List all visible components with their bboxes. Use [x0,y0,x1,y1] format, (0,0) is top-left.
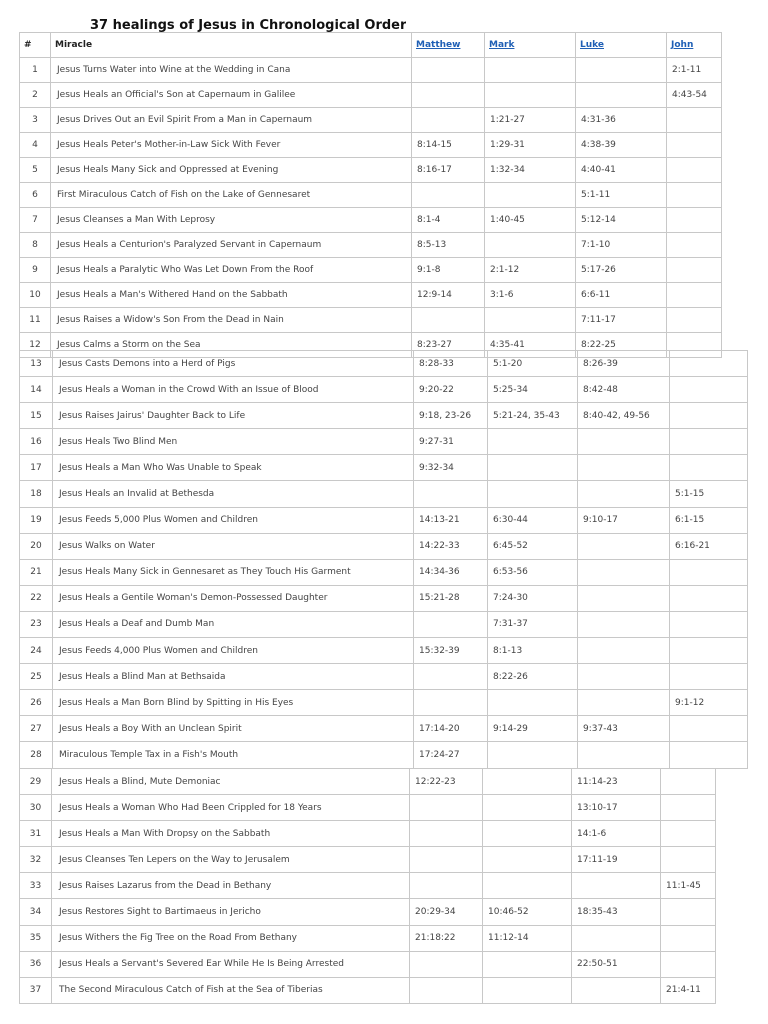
luke-reference: 5:17-26 [576,258,667,283]
matthew-reference: 8:5-13 [412,233,485,258]
matthew-reference [412,83,485,108]
row-number: 29 [20,769,52,795]
miracle-name: Jesus Raises Lazarus from the Dead in Bethany [52,873,410,899]
miracle-name: Jesus Heals a Man Born Blind by Spitting in His Eyes [53,690,414,716]
matthew-reference [414,664,488,690]
row-number: 34 [20,899,52,925]
john-reference [670,559,748,585]
table-row [20,429,748,455]
john-reference [670,716,748,742]
mark-reference: 8:1-13 [488,638,578,664]
table-row [20,821,716,847]
miracle-name: Jesus Heals a Man With Dropsy on the Sabbath [52,821,410,847]
row-number: 8 [20,233,51,258]
john-reference [670,429,748,455]
luke-reference [578,429,670,455]
matthew-reference: 9:18, 23-26 [414,403,488,429]
luke-reference: 13:10-17 [572,795,661,821]
table-row [20,83,722,108]
john-reference: 11:1-45 [661,873,716,899]
matthew-reference: 8:28-33 [414,351,488,377]
document-title: 37 healings of Jesus in Chronological Order [90,18,407,32]
luke-reference [578,533,670,559]
luke-reference: 18:35-43 [572,899,661,925]
john-reference [670,377,748,403]
row-number: 17 [20,455,53,481]
matthew-reference: 15:21-28 [414,585,488,611]
mark-reference: 6:30-44 [488,507,578,533]
matthew-reference [414,481,488,507]
mark-reference: 5:1-20 [488,351,578,377]
luke-reference [578,638,670,664]
matthew-reference: 12:9-14 [412,283,485,308]
mark-reference [488,742,578,768]
row-number: 13 [20,351,53,377]
mark-reference: 9:14-29 [488,716,578,742]
mark-reference [488,455,578,481]
john-reference: 6:1-15 [670,507,748,533]
john-reference [670,664,748,690]
table-row [20,977,716,1003]
john-reference [661,847,716,873]
john-reference [667,108,722,133]
john-reference: 9:1-12 [670,690,748,716]
row-number: 36 [20,951,52,977]
miracle-name: Jesus Feeds 4,000 Plus Women and Children [53,638,414,664]
row-number: 21 [20,559,53,585]
miracle-name: Jesus Heals a Man Who Was Unable to Speak [53,455,414,481]
matthew-reference [412,58,485,83]
matthew-reference: 15:32-39 [414,638,488,664]
row-number: 30 [20,795,52,821]
row-number: 31 [20,821,52,847]
row-number: 5 [20,158,51,183]
table-row [20,951,716,977]
miracle-name: Jesus Heals a Gentile Woman's Demon-Possessed Daughter [53,585,414,611]
luke-reference: 8:40-42, 49-56 [578,403,670,429]
matthew-reference: 14:34-36 [414,559,488,585]
row-number: 18 [20,481,53,507]
matthew-reference: 9:20-22 [414,377,488,403]
mark-reference [488,481,578,507]
luke-reference: 4:40-41 [576,158,667,183]
luke-reference: 4:31-36 [576,108,667,133]
john-reference [667,208,722,233]
luke-reference [572,977,661,1003]
luke-reference: 14:1-6 [572,821,661,847]
row-number: 15 [20,403,53,429]
header-luke-link[interactable]: Luke [576,33,667,58]
row-number: 6 [20,183,51,208]
mark-reference: 7:31-37 [488,611,578,637]
luke-reference: 17:11-19 [572,847,661,873]
john-reference [667,133,722,158]
table-row [20,611,748,637]
luke-reference: 5:1-11 [576,183,667,208]
miracle-name: Jesus Heals Peter's Mother-in-Law Sick With Fever [51,133,412,158]
row-number: 33 [20,873,52,899]
luke-reference: 22:50-51 [572,951,661,977]
row-number: 26 [20,690,53,716]
luke-reference: 7:11-17 [576,308,667,333]
miracle-name: Jesus Walks on Water [53,533,414,559]
table-row [20,769,716,795]
mark-reference: 1:40-45 [485,208,576,233]
row-number: 19 [20,507,53,533]
miracles-table-part-1 [19,32,722,358]
mark-reference [485,308,576,333]
miracle-name: First Miraculous Catch of Fish on the Lake of Gennesaret [51,183,412,208]
mark-reference [483,769,572,795]
miracle-name: Jesus Heals a Paralytic Who Was Let Down From the Roof [51,258,412,283]
luke-reference [572,925,661,951]
miracle-name: Jesus Feeds 5,000 Plus Women and Children [53,507,414,533]
matthew-reference [414,690,488,716]
miracle-name: The Second Miraculous Catch of Fish at the Sea of Tiberias [52,977,410,1003]
john-reference [661,951,716,977]
miracle-name: Jesus Drives Out an Evil Spirit From a Man in Capernaum [51,108,412,133]
row-number: 22 [20,585,53,611]
mark-reference [488,690,578,716]
mark-reference [485,183,576,208]
luke-reference [578,690,670,716]
luke-reference [576,83,667,108]
matthew-reference: 8:16-17 [412,158,485,183]
luke-reference: 6:6-11 [576,283,667,308]
john-reference [661,769,716,795]
john-reference [667,158,722,183]
john-reference [670,742,748,768]
row-number: 23 [20,611,53,637]
luke-reference [572,873,661,899]
table-row [20,795,716,821]
luke-reference: 8:26-39 [578,351,670,377]
row-number: 4 [20,133,51,158]
miracle-name: Miraculous Temple Tax in a Fish's Mouth [53,742,414,768]
john-reference [670,455,748,481]
table-row [20,158,722,183]
row-number: 28 [20,742,53,768]
luke-reference [578,664,670,690]
miracle-name: Jesus Heals a Woman in the Crowd With an Issue of Blood [53,377,414,403]
miracles-table-part-2 [19,350,748,769]
matthew-reference: 17:14-20 [414,716,488,742]
table-row [20,108,722,133]
luke-reference: 7:1-10 [576,233,667,258]
luke-reference [578,455,670,481]
miracle-name: Jesus Calms a Storm on the Sea [51,333,412,358]
matthew-reference: 9:27-31 [414,429,488,455]
row-number: 25 [20,664,53,690]
mark-reference [483,821,572,847]
mark-reference: 8:22-26 [488,664,578,690]
john-reference [661,795,716,821]
john-reference [670,638,748,664]
matthew-reference: 21:18:22 [410,925,483,951]
luke-reference: 11:14-23 [572,769,661,795]
luke-reference [578,481,670,507]
john-reference [667,183,722,208]
matthew-reference [410,847,483,873]
matthew-reference: 14:13-21 [414,507,488,533]
matthew-reference [414,611,488,637]
miracle-name: Jesus Heals a Centurion's Paralyzed Servant in Capernaum [51,233,412,258]
matthew-reference: 12:22-23 [410,769,483,795]
john-reference [667,233,722,258]
miracle-name: Jesus Heals a Servant's Severed Ear While He Is Being Arrested [52,951,410,977]
john-reference [667,258,722,283]
mark-reference: 7:24-30 [488,585,578,611]
table-row [20,233,722,258]
matthew-reference: 8:1-4 [412,208,485,233]
miracle-name: Jesus Casts Demons into a Herd of Pigs [53,351,414,377]
table-row [20,559,748,585]
mark-reference: 10:46-52 [483,899,572,925]
john-reference [661,899,716,925]
row-number: 27 [20,716,53,742]
john-reference [661,821,716,847]
john-reference [670,403,748,429]
matthew-reference: 20:29-34 [410,899,483,925]
john-reference: 21:4-11 [661,977,716,1003]
table-row [20,847,716,873]
matthew-reference [412,108,485,133]
matthew-reference [410,873,483,899]
table-row [20,925,716,951]
row-number: 37 [20,977,52,1003]
matthew-reference: 9:32-34 [414,455,488,481]
mark-reference: 11:12-14 [483,925,572,951]
mark-reference: 6:53-56 [488,559,578,585]
mark-reference [483,795,572,821]
row-number: 10 [20,283,51,308]
luke-reference: 8:22-25 [576,333,667,358]
miracle-name: Jesus Restores Sight to Bartimaeus in Jericho [52,899,410,925]
luke-reference [578,559,670,585]
row-number: 35 [20,925,52,951]
table-row [20,455,748,481]
table-header-row [20,33,722,58]
matthew-reference [410,821,483,847]
header-matthew-link[interactable]: Matthew [412,33,485,58]
miracle-name: Jesus Withers the Fig Tree on the Road From Bethany [52,925,410,951]
row-number: 2 [20,83,51,108]
mark-reference: 5:25-34 [488,377,578,403]
mark-reference: 4:35-41 [485,333,576,358]
mark-reference: 5:21-24, 35-43 [488,403,578,429]
table-row [20,283,722,308]
row-number: 1 [20,58,51,83]
miracle-name: Jesus Heals Two Blind Men [53,429,414,455]
row-number: 20 [20,533,53,559]
table-row [20,258,722,283]
miracle-name: Jesus Heals a Deaf and Dumb Man [53,611,414,637]
table-row [20,742,748,768]
miracle-name: Jesus Cleanses a Man With Leprosy [51,208,412,233]
matthew-reference [412,183,485,208]
mark-reference [488,429,578,455]
matthew-reference: 17:24-27 [414,742,488,768]
mark-reference: 6:45-52 [488,533,578,559]
table-row [20,308,722,333]
header-john-link[interactable]: John [667,33,722,58]
luke-reference [578,611,670,637]
mark-reference [485,233,576,258]
luke-reference: 5:12-14 [576,208,667,233]
john-reference [670,351,748,377]
matthew-reference: 8:23-27 [412,333,485,358]
miracle-name: Jesus Heals a Woman Who Had Been Crippled for 18 Years [52,795,410,821]
miracle-name: Jesus Heals Many Sick and Oppressed at Evening [51,158,412,183]
mark-reference: 3:1-6 [485,283,576,308]
table-row [20,403,748,429]
table-row [20,507,748,533]
table-row [20,638,748,664]
miracle-name: Jesus Raises Jairus' Daughter Back to Life [53,403,414,429]
table-row [20,533,748,559]
mark-reference [483,977,572,1003]
mark-reference [485,58,576,83]
table-row [20,208,722,233]
mark-reference: 1:21-27 [485,108,576,133]
luke-reference [576,58,667,83]
table-row [20,377,748,403]
miracle-name: Jesus Raises a Widow's Son From the Dead in Nain [51,308,412,333]
header-miracle: Miracle [51,33,412,58]
miracle-name: Jesus Cleanses Ten Lepers on the Way to Jerusalem [52,847,410,873]
matthew-reference: 9:1-8 [412,258,485,283]
mark-reference [483,873,572,899]
miracle-name: Jesus Heals Many Sick in Gennesaret as They Touch His Garment [53,559,414,585]
miracle-name: Jesus Heals a Man's Withered Hand on the Sabbath [51,283,412,308]
table-row [20,899,716,925]
table-row [20,351,748,377]
table-row [20,690,748,716]
john-reference [670,585,748,611]
miracles-table-part-3 [19,768,716,1004]
row-number: 32 [20,847,52,873]
table-row [20,664,748,690]
header-mark-link[interactable]: Mark [485,33,576,58]
row-number: 3 [20,108,51,133]
matthew-reference [412,308,485,333]
table-row [20,133,722,158]
table-row [20,873,716,899]
table-row [20,58,722,83]
miracle-name: Jesus Heals a Blind, Mute Demoniac [52,769,410,795]
matthew-reference [410,795,483,821]
mark-reference [483,951,572,977]
matthew-reference: 8:14-15 [412,133,485,158]
miracle-name: Jesus Heals an Invalid at Bethesda [53,481,414,507]
row-number: 24 [20,638,53,664]
row-number: 7 [20,208,51,233]
table-row [20,183,722,208]
john-reference [667,308,722,333]
luke-reference [578,585,670,611]
row-number: 12 [20,333,51,358]
john-reference [670,611,748,637]
luke-reference: 8:42-48 [578,377,670,403]
table-row [20,585,748,611]
mark-reference: 1:32-34 [485,158,576,183]
john-reference [661,925,716,951]
row-number: 14 [20,377,53,403]
mark-reference [485,83,576,108]
matthew-reference [410,977,483,1003]
matthew-reference: 14:22-33 [414,533,488,559]
header-number: # [20,33,51,58]
luke-reference: 4:38-39 [576,133,667,158]
mark-reference: 1:29-31 [485,133,576,158]
mark-reference: 2:1-12 [485,258,576,283]
john-reference: 4:43-54 [667,83,722,108]
miracle-name: Jesus Heals a Blind Man at Bethsaida [53,664,414,690]
row-number: 9 [20,258,51,283]
miracle-name: Jesus Heals a Boy With an Unclean Spirit [53,716,414,742]
matthew-reference [410,951,483,977]
table-row [20,481,748,507]
row-number: 16 [20,429,53,455]
mark-reference [483,847,572,873]
luke-reference: 9:10-17 [578,507,670,533]
john-reference: 2:1-11 [667,58,722,83]
john-reference: 6:16-21 [670,533,748,559]
row-number: 11 [20,308,51,333]
miracle-name: Jesus Turns Water into Wine at the Wedding in Cana [51,58,412,83]
table-row [20,716,748,742]
john-reference [667,283,722,308]
luke-reference: 9:37-43 [578,716,670,742]
luke-reference [578,742,670,768]
miracle-name: Jesus Heals an Official's Son at Capernaum in Galilee [51,83,412,108]
john-reference: 5:1-15 [670,481,748,507]
